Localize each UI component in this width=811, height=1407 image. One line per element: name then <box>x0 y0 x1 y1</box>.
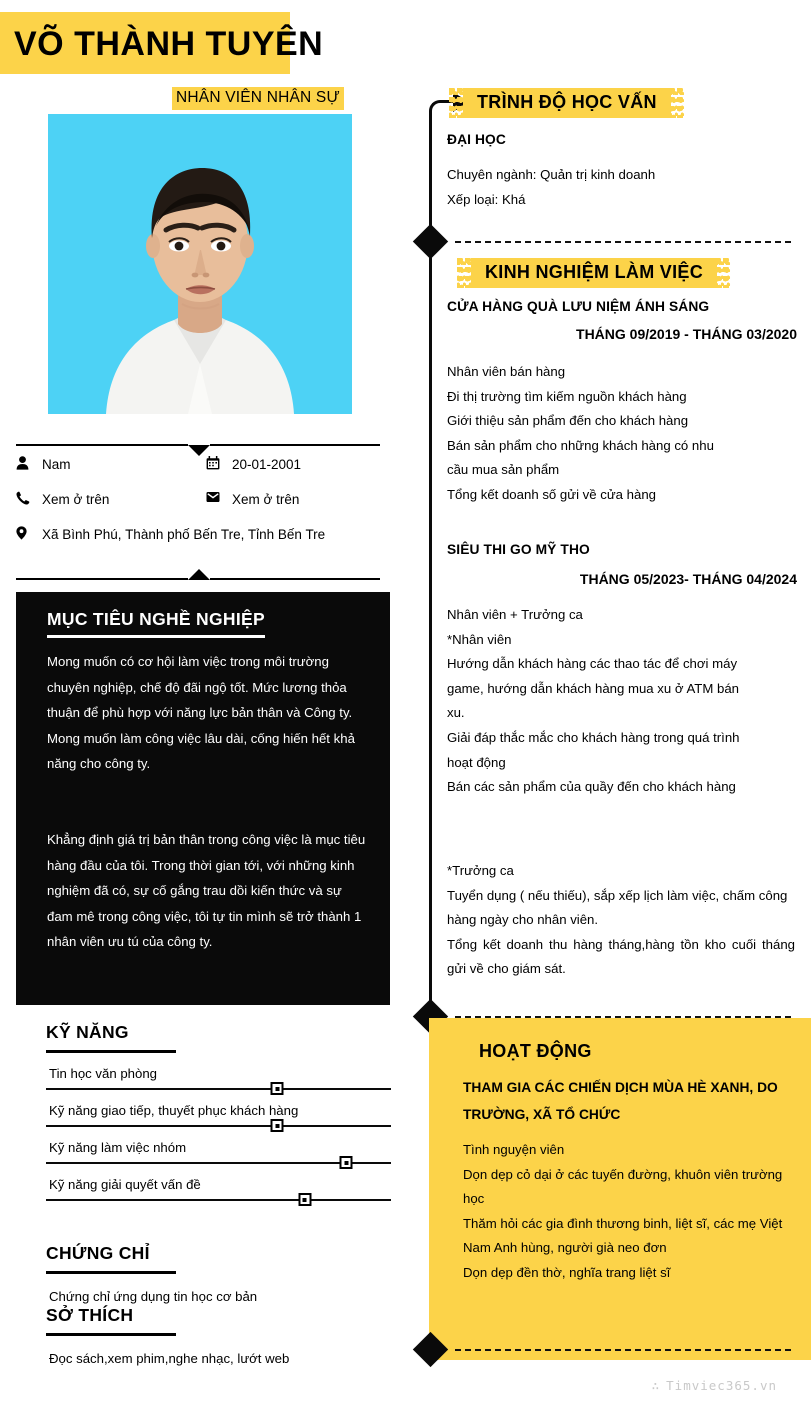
activities-section <box>429 1018 811 1360</box>
divider-triangle-up-icon <box>188 569 210 580</box>
interests-section <box>46 1305 391 1368</box>
education-line: Xếp loại: Khá <box>447 191 526 207</box>
career-objective-heading: MỤC TIÊU NGHỀ NGHIỆP <box>47 609 265 638</box>
skill-slider-handle[interactable] <box>271 1082 284 1095</box>
certificates-heading-rule <box>46 1271 176 1274</box>
contact-address-value: Xã Bình Phú, Thành phố Bến Tre, Tỉnh Bến Tre <box>42 527 326 542</box>
phone-icon <box>16 490 40 505</box>
watermark-text: Timviec365.vn <box>666 1378 777 1393</box>
skill-slider[interactable] <box>46 1088 391 1090</box>
section-dashed-divider <box>455 241 791 243</box>
page-title: VÕ THÀNH TUYÊN <box>14 25 324 63</box>
career-objective-paragraph-1: Mong muốn có cơ hội làm việc trong môi trường chuyên nghiệp, chế độ đãi ngộ tốt. Mức lương thỏa thuận để phù hợp với năng lực bản thân và Công ty. Mong muốn làm công việc lâu dài, cống hiến hết khả năng cho công ty. <box>47 654 355 772</box>
career-objective-section <box>16 592 390 1005</box>
activity-line: Tình nguyện viên <box>463 1142 565 1157</box>
certificate-item: Chứng chỉ ứng dụng tin học cơ bản <box>49 1289 258 1304</box>
interests-heading: SỞ THÍCH <box>46 1305 134 1325</box>
skill-slider[interactable] <box>46 1199 391 1201</box>
contact-dob <box>206 455 301 474</box>
job-duty: *Nhân viên <box>447 631 512 647</box>
job-duty: Tổng kết doanh thu hàng tháng,hàng tồn kho cuối tháng gửi về cho giám sát. <box>447 936 795 977</box>
skill-slider-handle[interactable] <box>340 1156 353 1169</box>
skill-label: Tin học văn phòng <box>49 1066 158 1081</box>
activities-subtitle: THAM GIA CÁC CHIẾN DỊCH MÙA HÈ XANH, DO TRƯỜNG, XÃ TỔ CHỨC <box>463 1080 778 1122</box>
contact-gender-value: Nam <box>42 457 71 472</box>
job-title-badge: NHÂN VIÊN NHÂN SỰ <box>172 87 344 110</box>
skill-slider[interactable] <box>46 1162 391 1164</box>
contact-address <box>16 525 366 544</box>
activities-heading: HOẠT ĐỘNG <box>479 1041 592 1061</box>
skill-slider-handle[interactable] <box>271 1119 284 1132</box>
job-duty: Nhân viên + Trưởng ca <box>447 607 583 622</box>
contact-divider-right <box>210 444 380 446</box>
job-duty: Nhân viên bán hàng <box>447 364 566 379</box>
contact-phone <box>16 490 109 509</box>
job-period: THÁNG 09/2019 - THÁNG 03/2020 <box>576 326 797 342</box>
skill-label: Kỹ năng làm việc nhóm <box>49 1140 187 1155</box>
contact-email-value: Xem ở trên <box>232 492 300 507</box>
job-duty: Tuyển dụng ( nếu thiếu), sắp xếp lịch làm việc, chấm công hàng ngày cho nhân viên. <box>447 887 788 928</box>
contact-gender <box>16 455 71 474</box>
activity-line: Dọn dẹp đền thờ, nghĩa trang liệt sĩ <box>463 1264 671 1280</box>
activities-body <box>463 1138 793 1286</box>
skills-heading-rule <box>46 1050 176 1053</box>
job-duties <box>447 603 747 800</box>
skill-slider[interactable] <box>46 1125 391 1127</box>
job-duty: Giải đáp thắc mắc cho khách hàng trong quá trình hoạt động <box>447 729 740 770</box>
job-duties <box>447 360 737 508</box>
certificates-section <box>46 1243 391 1306</box>
contact-dob-value: 20-01-2001 <box>232 457 302 472</box>
job-duty: Giới thiệu sản phẩm đến cho khách hàng <box>447 413 689 429</box>
right-column <box>415 0 811 1407</box>
map-pin-icon <box>16 525 40 540</box>
skill-row <box>46 1101 391 1127</box>
job-duty: Tổng kết doanh số gửi về cửa hàng <box>447 486 657 502</box>
skill-row <box>46 1064 391 1090</box>
interest-item: Đọc sách,xem phim,nghe nhạc, lướt web <box>49 1351 290 1366</box>
job-company: CỬA HÀNG QUÀ LƯU NIỆM ÁNH SÁNG <box>447 299 710 314</box>
skills-heading: KỸ NĂNG <box>46 1022 129 1042</box>
objective-divider-left <box>16 578 188 580</box>
skill-row <box>46 1138 391 1164</box>
job-period: THÁNG 05/2023- THÁNG 04/2024 <box>579 571 797 587</box>
job-duty: Đi thị trường tìm kiếm nguồn khách hàng <box>447 388 687 404</box>
timeline-diamond-icon <box>413 224 448 259</box>
activity-line: Thăm hỏi các gia đình thương binh, liệt sĩ, các mẹ Việt Nam Anh hùng, người già neo đơn <box>463 1215 783 1256</box>
job-duties-secondary <box>447 859 795 982</box>
certificates-heading: CHỨNG CHỈ <box>46 1243 150 1263</box>
education-level: ĐẠI HỌC <box>447 132 506 147</box>
objective-divider-right <box>210 578 380 580</box>
job-company: SIÊU THI GO MỸ THO <box>447 542 590 557</box>
education-details <box>447 163 797 212</box>
experience-heading: KINH NGHIỆM LÀM VIỆC <box>485 262 703 283</box>
skill-slider-handle[interactable] <box>298 1193 311 1206</box>
section-dashed-divider <box>455 1349 791 1351</box>
education-line: Chuyên ngành: Quản trị kinh doanh <box>447 167 656 182</box>
contact-email <box>206 490 299 509</box>
career-objective-paragraph-2: Khẳng định giá trị bản thân trong công việc là mục tiêu hàng đầu của tôi. Trong thời gian tới, với những kinh nghiệm đã có, sự cố gắng trau dồi kiến thức và sự đam mê trong công việc, tôi tự tin mình sẽ trở thành 1 nhân viên ưu tú của công ty. <box>47 831 366 950</box>
skill-label: Kỹ năng giải quyết vấn đề <box>49 1177 201 1192</box>
job-duty: Hướng dẫn khách hàng các thao tác để chơi máy game, hướng dẫn khách hàng mua xu ở ATM bán xu. <box>447 656 739 721</box>
skills-section <box>46 1022 391 1201</box>
interests-heading-rule <box>46 1333 176 1336</box>
job-duty: Bán các sản phẩm của quầy đến cho khách hàng <box>447 779 736 795</box>
person-icon <box>16 455 40 470</box>
education-heading: TRÌNH ĐỘ HỌC VẤN <box>477 92 657 113</box>
watermark <box>652 1378 777 1393</box>
therefore-icon: ∴ <box>651 1378 661 1393</box>
job-duty: Bán sản phẩm cho những khách hàng có nhu cầu mua sản phẩm <box>447 437 714 478</box>
activity-line: Dọn dẹp cỏ dại ở các tuyến đường, khuôn viên trường học <box>463 1166 783 1207</box>
contact-phone-value: Xem ở trên <box>42 492 110 507</box>
skill-label: Kỹ năng giao tiếp, thuyết phục khách hàng <box>49 1103 299 1118</box>
envelope-icon <box>206 490 230 503</box>
job-duties-secondary-title: *Trưởng ca <box>447 863 514 878</box>
contact-divider-left <box>16 444 188 446</box>
skill-row <box>46 1175 391 1201</box>
calendar-icon <box>206 455 230 470</box>
